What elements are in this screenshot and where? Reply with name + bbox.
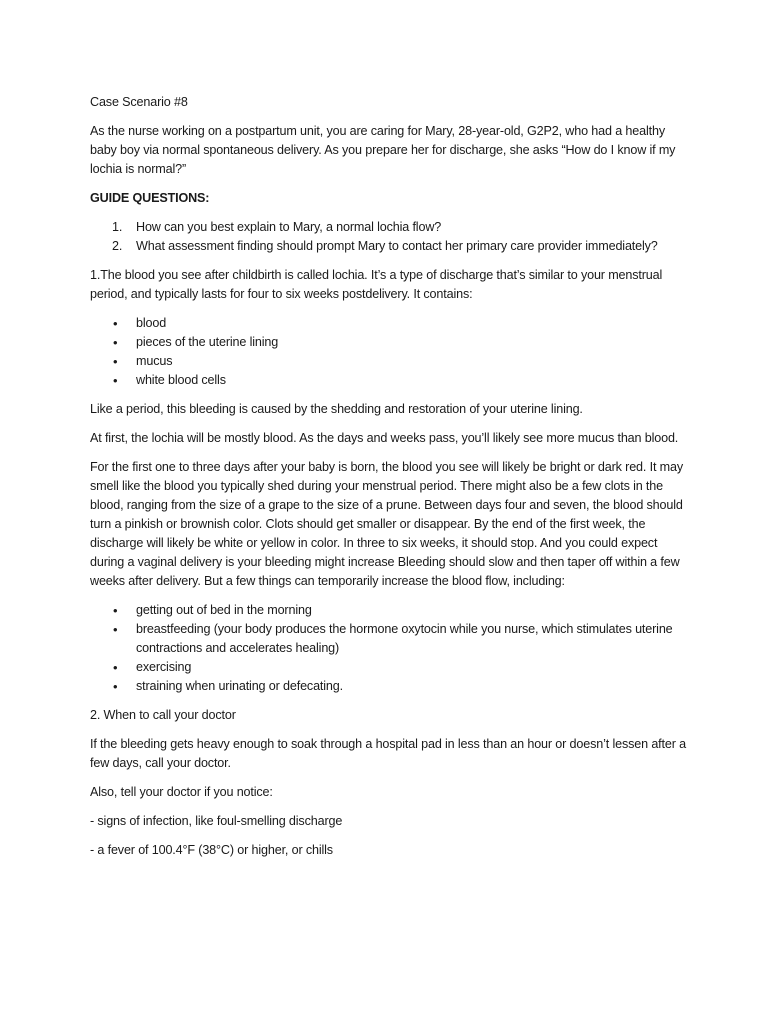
guide-questions-heading: GUIDE QUESTIONS: [90, 191, 210, 205]
question-text: What assessment finding should prompt Mary to contact her primary care provider immediately? [136, 239, 658, 253]
tell-doctor-note: Also, tell your doctor if you notice: [90, 785, 273, 799]
guide-questions-list [90, 218, 690, 256]
document-page [90, 93, 690, 870]
sign-item: - a fever of 100.4°F (38°C) or higher, or chills [90, 843, 333, 857]
list-item [90, 218, 690, 237]
list-item: • exercising [90, 658, 690, 677]
list-item [90, 237, 690, 256]
answer1-intro: 1.The blood you see after childbirth is called lochia. It’s a type of discharge that’s similar to your menstrual period, and typically lasts for four to six weeks postdelivery. It contains: [90, 268, 663, 301]
list-item: • getting out of bed in the morning [90, 601, 690, 620]
list-item: • pieces of the uterine lining [90, 333, 690, 352]
answer2-heading: 2. When to call your doctor [90, 708, 236, 722]
first-note: At first, the lochia will be mostly blood. As the days and weeks pass, you’ll likely see more mucus than blood. [90, 431, 679, 445]
case-title: Case Scenario #8 [90, 95, 188, 109]
question-number: 1. [112, 220, 123, 234]
heavy-bleeding-note: If the bleeding gets heavy enough to soak through a hospital pad in less than an hour or doesn’t lessen after a few days, call your doctor. [90, 737, 686, 770]
list-item: • blood [90, 314, 690, 333]
lochia-contents-list [90, 314, 690, 390]
list-item: • straining when urinating or defecating. [90, 677, 690, 696]
increase-factors-list [90, 601, 690, 696]
lochia-progression-paragraph: For the first one to three days after your baby is born, the blood you see will likely be bright or dark red. It may smell like the blood you typically shed during your menstrual period. There might also be a few clots in the blood, ranging from the size of a grape to the size of a prune. Between days four and seven, the blood should turn a pinkish or brownish color. Clots should get smaller or disappear. By the end of the first week, the discharge will likely be white or yellow in color. In three to six weeks, it should stop. And you could expect during a vaginal delivery is your bleeding might increase Bleeding should slow and then taper off within a few weeks after delivery. But a few things can temporarily increase the blood flow, including: [90, 460, 683, 588]
sign-item: - signs of infection, like foul-smelling discharge [90, 814, 343, 828]
list-item: • mucus [90, 352, 690, 371]
list-item: • breastfeeding (your body produces the hormone oxytocin while you nurse, which stimulates uterine contractions and accelerates healing) [90, 620, 690, 658]
question-text: How can you best explain to Mary, a normal lochia flow? [136, 220, 442, 234]
period-note: Like a period, this bleeding is caused by the shedding and restoration of your uterine lining. [90, 402, 583, 416]
list-item: • white blood cells [90, 371, 690, 390]
intro-paragraph: As the nurse working on a postpartum unit, you are caring for Mary, 28-year-old, G2P2, who had a healthy baby boy via normal spontaneous delivery. As you prepare her for discharge, she asks “How do I know if my lochia is normal?” [90, 124, 676, 176]
question-number: 2. [112, 239, 123, 253]
